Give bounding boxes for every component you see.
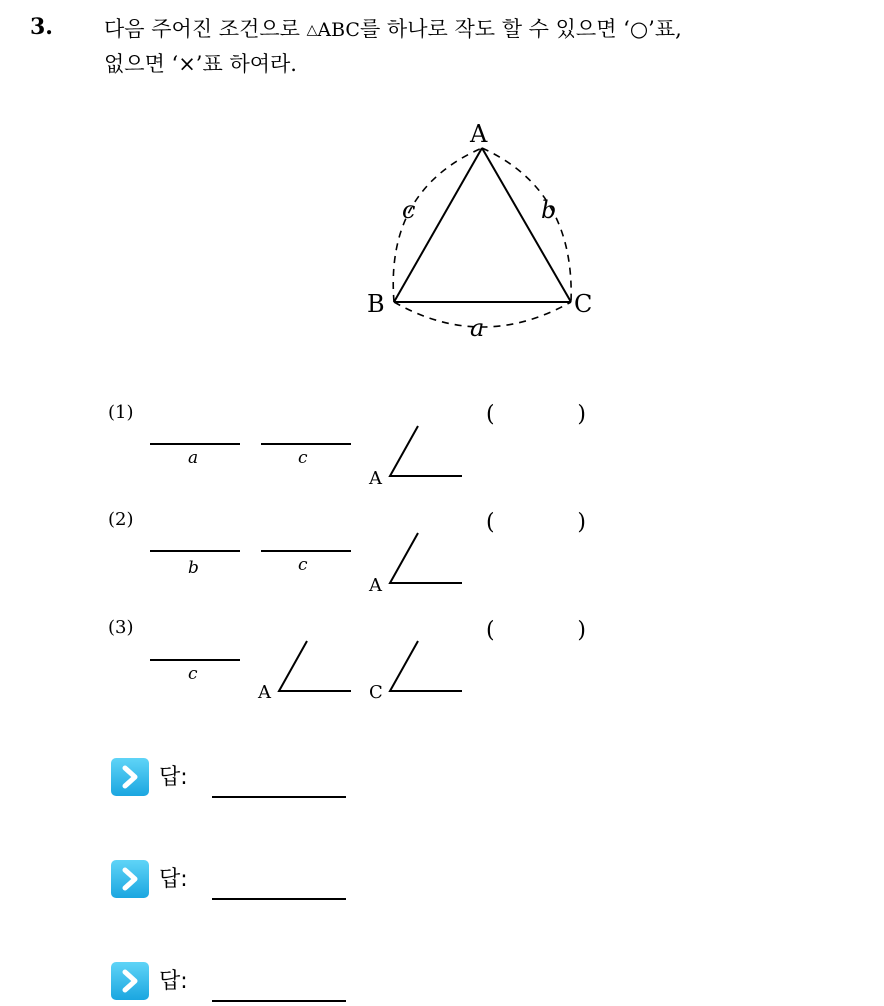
item-3-angle-c-label: C	[369, 682, 383, 703]
item-3-angle-a	[279, 641, 351, 691]
side-label-a: a	[470, 314, 485, 342]
side-label-c: c	[402, 196, 416, 224]
item-1-angle-a	[390, 426, 462, 476]
item-2-number: (2)	[108, 509, 134, 530]
item-2-segment-2-label: c	[298, 555, 308, 575]
answer-input-line[interactable]	[212, 1000, 346, 1002]
answer-row-1	[111, 758, 351, 798]
answer-label: 답:	[159, 765, 188, 790]
item-3-angle-c	[390, 641, 462, 691]
answer-row-2	[111, 860, 351, 900]
triangle-symbol: △	[306, 22, 318, 38]
item-1-segment-1-label: a	[188, 448, 199, 468]
item-2-paren-close: )	[577, 510, 586, 535]
answer-row-3	[111, 962, 351, 1002]
question-line1-prefix: 다음 주어진 조건으로	[104, 17, 307, 41]
item-1-number: (1)	[108, 402, 134, 423]
answer-input-line[interactable]	[212, 898, 346, 900]
item-3-paren-open: (	[486, 618, 495, 643]
item-1-paren-open: (	[486, 402, 495, 427]
question-line-2: 없으면 ‘×’표 하여라.	[104, 52, 297, 76]
chevron-right-icon	[111, 860, 149, 898]
item-2-paren-open: (	[486, 510, 495, 535]
vertex-label-a: A	[470, 120, 488, 148]
triangle-diagram	[393, 148, 571, 327]
item-2-angle-label: A	[369, 575, 382, 596]
side-label-b: b	[541, 196, 557, 224]
item-3-angle-a-label: A	[258, 682, 271, 703]
item-2-answer-box[interactable]	[486, 510, 586, 535]
item-3-segment-1-label: c	[188, 664, 198, 684]
vertex-label-c: C	[574, 290, 593, 318]
question-line1-suffix: 를 하나로 작도 할 수 있으면 ‘○’표,	[359, 17, 682, 41]
answer-label: 답:	[159, 867, 188, 892]
question-number: 3.	[30, 14, 53, 40]
triangle-name: ABC	[317, 19, 360, 41]
item-3-number: (3)	[108, 617, 134, 638]
triangle-side-ab	[394, 148, 482, 302]
item-2-segment-1-label: b	[188, 558, 199, 578]
item-1-segment-2-label: c	[298, 448, 308, 468]
item-1-paren-close: )	[577, 402, 586, 427]
chevron-right-icon	[111, 758, 149, 796]
item-2-angle-a	[390, 533, 462, 583]
item-3-paren-close: )	[577, 618, 586, 643]
item-1-angle-label: A	[369, 468, 382, 489]
answer-input-line[interactable]	[212, 796, 346, 798]
triangle-side-ac	[482, 148, 571, 302]
chevron-right-icon	[111, 962, 149, 1000]
vertex-label-b: B	[367, 290, 385, 318]
item-3-answer-box[interactable]	[486, 618, 586, 643]
item-1-answer-box[interactable]	[486, 402, 586, 427]
answer-label: 답:	[159, 969, 188, 994]
